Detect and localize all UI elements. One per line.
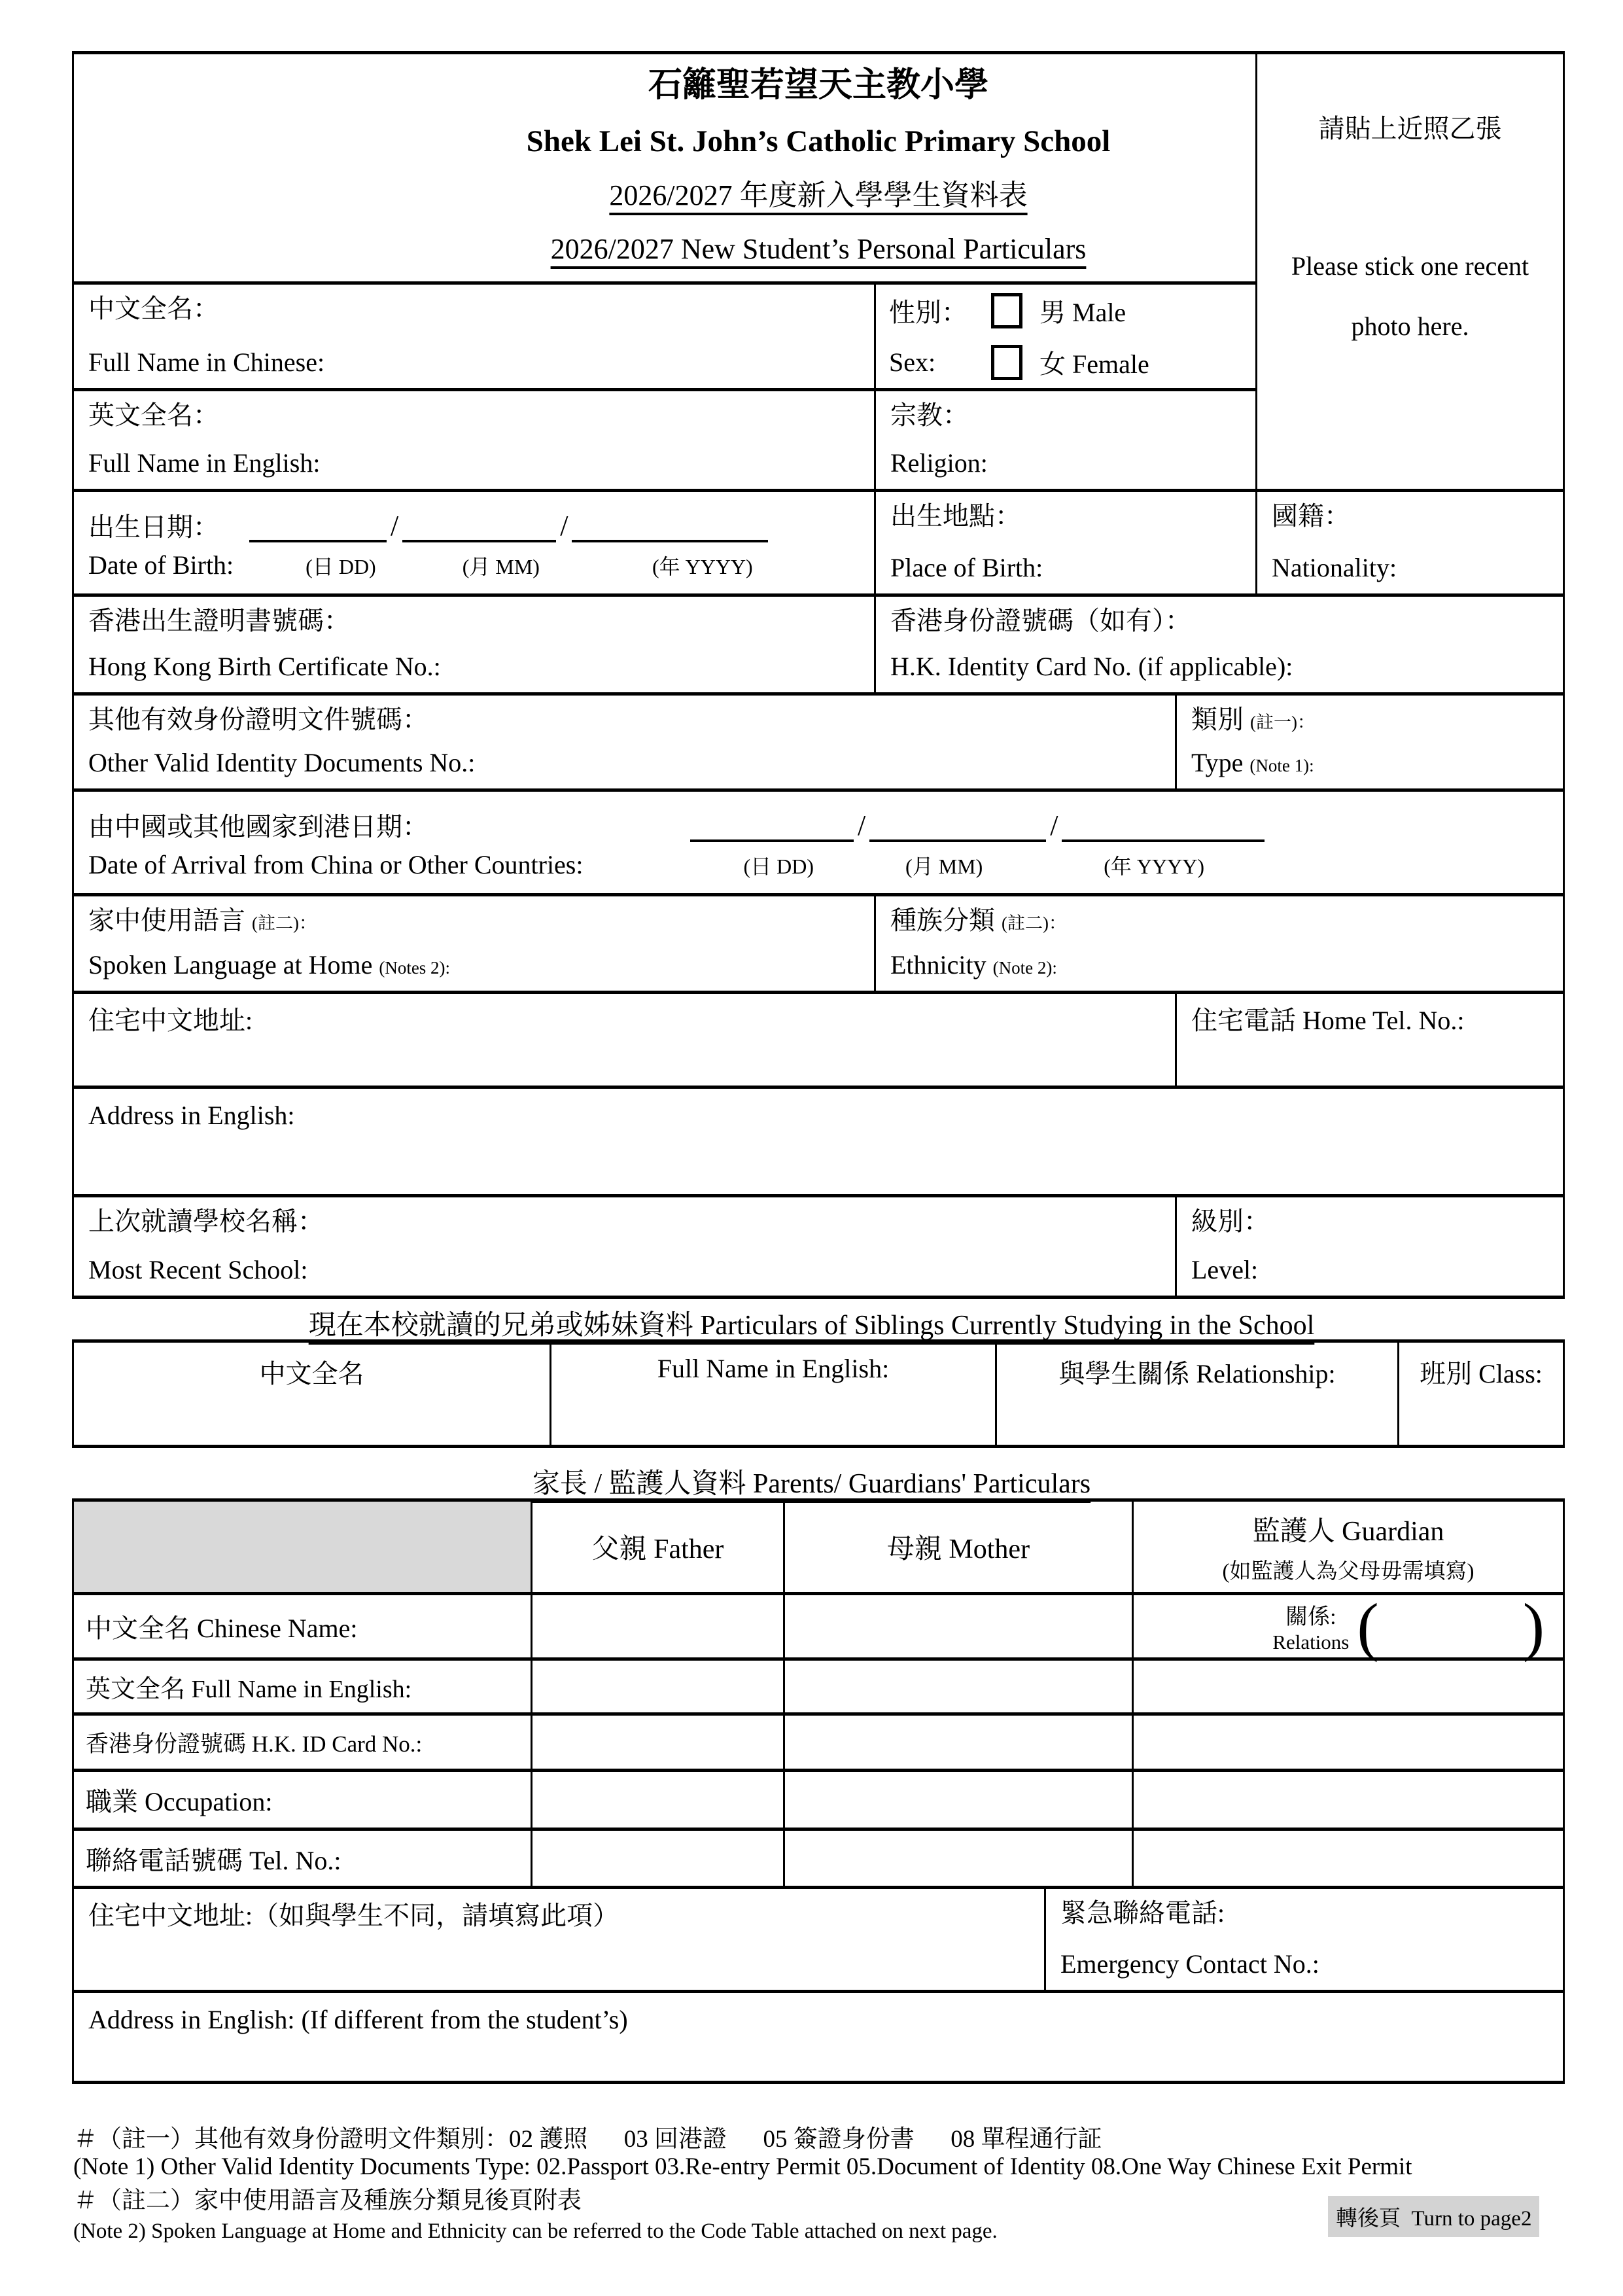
parents-header-guardian: 監護人 Guardian [1252,1516,1444,1547]
note1-en: (Note 1) Other Valid Identity Documents Type: 02.Passport 03.Re-entry Permit 05.Document of Identity 08.One Way Chinese Exit Permit [73,2153,1412,2180]
label-ethnicity-zh-note: (註二)： [1002,913,1066,933]
field-id-type [1175,692,1565,788]
label-nationality-zh: 國籍： [1272,501,1350,531]
school-name-en: Shek Lei St. John’s Catholic Primary School [526,124,1111,158]
label-level-en: Level: [1191,1255,1259,1284]
field-birth-cert [72,593,874,692]
label-relations-en: Relations [1272,1631,1350,1653]
father-hkid-cell[interactable] [531,1712,783,1769]
guardian-occupation-cell[interactable] [1132,1769,1565,1828]
field-address-english [72,1086,1565,1194]
dob-slash-1: / [391,510,399,542]
label-relations-zh: 關係: [1285,1605,1336,1629]
siblings-col-class [1397,1339,1565,1448]
guardian-tel-cell[interactable] [1132,1828,1565,1886]
relations-paren-open: ( [1357,1589,1379,1663]
field-religion [874,388,1255,489]
field-other-id [72,692,1175,788]
sex-male-checkbox[interactable] [991,293,1022,328]
photo-instruction-zh: 請貼上近照乙張 [1318,114,1502,143]
label-other-id-en: Other Valid Identity Documents No.: [88,748,476,777]
mother-occupation-cell[interactable] [783,1769,1132,1828]
student-table [72,51,1565,1299]
guardian-english-name-cell[interactable] [1132,1657,1565,1712]
photo-box [1255,51,1565,489]
label-ethnicity-en: Ethnicity [890,950,986,980]
field-language [72,893,874,991]
father-occupation-cell[interactable] [531,1769,783,1828]
label-home-tel: 住宅電話 Home Tel. No.: [1191,1006,1465,1035]
guardian-hkid-cell[interactable] [1132,1712,1565,1769]
siblings-col-name-en [550,1339,995,1448]
field-level [1175,1194,1565,1299]
label-sex-male: 男 Male [1039,298,1126,327]
label-name-chinese-zh: 中文全名： [88,294,219,323]
label-language-en: Spoken Language at Home [88,950,373,980]
form-title-en: 2026/2027 New Student’s Personal Particulars [550,233,1087,265]
father-chinese-name-cell[interactable] [531,1592,783,1657]
field-ethnicity [874,893,1565,991]
arrival-slash-2: / [1050,809,1058,841]
label-other-id-zh: 其他有效身份證明文件號碼： [88,705,428,734]
label-id-type-en: Type [1191,748,1244,777]
label-recent-school-en: Most Recent School: [88,1255,308,1284]
label-language-zh-note: (註二)： [252,913,317,933]
label-dob-yyyy: (年 YYYY) [652,555,753,578]
emergency-contact-cell [1044,1886,1565,1990]
parents-header-guardian-note: (如監護人為父母毋需填寫) [1222,1559,1475,1583]
label-nationality-en: Nationality: [1272,553,1397,582]
siblings-header-name-zh: 中文全名 [259,1359,364,1388]
siblings-header-name-en: Full Name in English: [657,1354,890,1383]
arrival-slash-1: / [858,809,866,841]
form-title-zh: 2026/2027 年度新入學學生資料表 [609,179,1028,211]
parents-address-chinese-cell [72,1886,1044,1990]
field-address-chinese [72,991,1175,1086]
field-name-english [72,388,874,489]
label-dob-zh: 出生日期： [88,512,219,542]
siblings-header-relationship: 與學生關係 Relationship: [1058,1359,1336,1388]
label-level-zh: 級別： [1191,1207,1270,1236]
dob-day-blank[interactable] [249,510,387,542]
parents-header-mother: 母親 Mother [886,1534,1030,1564]
label-address-chinese: 住宅中文地址: [88,1006,253,1035]
parents-section-title: 家長 / 監護人資料 Parents/ Guardians' Particulars [532,1469,1091,1499]
label-sex-female: 女 Female [1039,349,1149,379]
parents-section-title-wrap [0,1462,1623,1501]
arrival-year-blank[interactable] [1062,809,1265,842]
field-place-of-birth [874,489,1255,593]
label-sex-en: Sex: [889,347,936,377]
label-emergency-zh: 緊急聯絡電話: [1060,1898,1225,1928]
label-sex-zh: 性別： [889,298,968,327]
field-nationality [1255,489,1565,593]
school-name-zh: 石籬聖若望天主教小學 [648,67,988,104]
turn-to-page2-badge: 轉後頁 Turn to page2 [1328,2196,1539,2237]
label-id-type-en-note: (Note 1): [1249,756,1314,775]
label-arrival-yyyy: (年 YYYY) [1104,855,1205,878]
label-hkid-en: H.K. Identity Card No. (if applicable): [890,652,1293,681]
label-arrival-en: Date of Arrival from China or Other Countries: [88,850,584,879]
field-sex [874,281,1255,388]
label-parents-address-chinese: 住宅中文地址:（如與學生不同，請填寫此項） [88,1901,620,1930]
parents-header-father: 父親 Father [591,1534,724,1564]
mother-chinese-name-cell[interactable] [783,1592,1132,1657]
label-arrival-zh: 由中國或其他國家到港日期： [88,812,428,841]
label-hkid-zh: 香港身份證號碼（如有）： [890,606,1191,635]
photo-instruction-en-line1: Please stick one recent [1291,251,1529,281]
relations-paren-close: ) [1522,1589,1544,1663]
dob-slash-2: / [560,510,568,542]
label-parents-occupation: 職業 Occupation: [86,1787,273,1816]
siblings-col-relationship [995,1339,1397,1448]
label-emergency-en: Emergency Contact No.: [1060,1949,1319,1979]
field-home-tel [1175,991,1565,1086]
field-date-of-birth [72,489,874,593]
label-birth-cert-zh: 香港出生證明書號碼： [88,606,350,635]
label-name-chinese-en: Full Name in Chinese: [88,347,325,377]
parents-row-hkid-label [72,1712,531,1769]
dob-month-blank[interactable] [402,510,556,542]
label-dob-dd: (日 DD) [305,555,376,578]
parents-address-english-cell [72,1990,1565,2084]
parents-row-english-name-label [72,1657,531,1712]
label-religion-en: Religion: [890,448,988,478]
label-birth-cert-en: Hong Kong Birth Certificate No.: [88,652,441,681]
mother-hkid-cell[interactable] [783,1712,1132,1769]
father-tel-cell[interactable] [531,1828,783,1886]
parents-row-occupation-label [72,1769,531,1828]
parents-table [72,1498,1565,2084]
label-ethnicity-en-note: (Note 2): [992,958,1057,978]
field-recent-school [72,1194,1175,1299]
label-pob-zh: 出生地點： [890,501,1021,531]
note1-zh: ＃（註一）其他有效身份證明文件類別：02 護照 03 回港證 05 簽證身份書 08 單程通行証 [73,2126,1102,2153]
label-id-type-zh-note: (註一)： [1250,713,1315,732]
field-name-chinese [72,281,874,388]
label-language-en-note: (Notes 2): [379,958,451,978]
header-cell [72,51,1255,281]
siblings-header-class: 班別 Class: [1420,1359,1543,1388]
label-dob-mm: (月 MM) [462,555,540,578]
note2-en: (Note 2) Spoken Language at Home and Ethnicity can be referred to the Code Table attached on next page. [73,2219,998,2243]
label-parents-english-name: 英文全名 Full Name in English: [86,1676,412,1703]
siblings-section-title: 現在本校就讀的兄弟或姊妹資料 Particulars of Siblings Currently Studying in the School [308,1311,1315,1341]
siblings-table [72,1339,1565,1448]
label-recent-school-zh: 上次就讀學校名稱： [88,1207,324,1236]
label-id-type-zh: 類別 [1191,705,1244,734]
parents-col-father [531,1498,783,1592]
parents-col-mother [783,1498,1132,1592]
label-name-english-zh: 英文全名： [88,400,219,430]
label-religion-zh: 宗教： [890,400,969,430]
label-parents-tel: 聯絡電話號碼 Tel. No.: [86,1845,341,1875]
label-dob-en: Date of Birth: [88,550,234,580]
label-pob-en: Place of Birth: [890,553,1043,582]
guardian-relations-cell[interactable] [1132,1589,1565,1663]
father-english-name-cell[interactable] [531,1657,783,1712]
arrival-day-blank[interactable] [690,809,854,842]
label-arrival-dd: (日 DD) [743,855,814,878]
note2-zh: ＃（註二）家中使用語言及種族分類見後頁附表 [73,2187,582,2214]
label-arrival-mm: (月 MM) [905,855,983,878]
dob-year-blank[interactable] [572,510,768,542]
sex-female-checkbox[interactable] [991,345,1022,380]
arrival-month-blank[interactable] [869,809,1046,842]
label-ethnicity-zh: 種族分類 [890,906,995,935]
field-hkid [874,593,1565,692]
field-arrival-date [72,788,1565,893]
label-parents-chinese-name: 中文全名 Chinese Name: [86,1614,358,1643]
label-parents-hkid: 香港身份證號碼 H.K. ID Card No.: [86,1731,423,1757]
label-language-zh: 家中使用語言 [88,906,245,935]
parents-row-chinese-name-label [72,1592,531,1657]
label-parents-address-english: Address in English: (If different from the student’s) [88,2005,628,2034]
parents-header-blank [72,1498,531,1592]
label-address-english: Address in English: [88,1101,295,1130]
parents-col-guardian [1132,1498,1565,1592]
mother-tel-cell[interactable] [783,1828,1132,1886]
label-name-english-en: Full Name in English: [88,448,321,478]
photo-instruction-en-line2: photo here. [1351,311,1469,341]
siblings-col-name-zh [72,1339,550,1448]
siblings-section-title-wrap [0,1303,1623,1343]
mother-english-name-cell[interactable] [783,1657,1132,1712]
parents-row-tel-label [72,1828,531,1886]
